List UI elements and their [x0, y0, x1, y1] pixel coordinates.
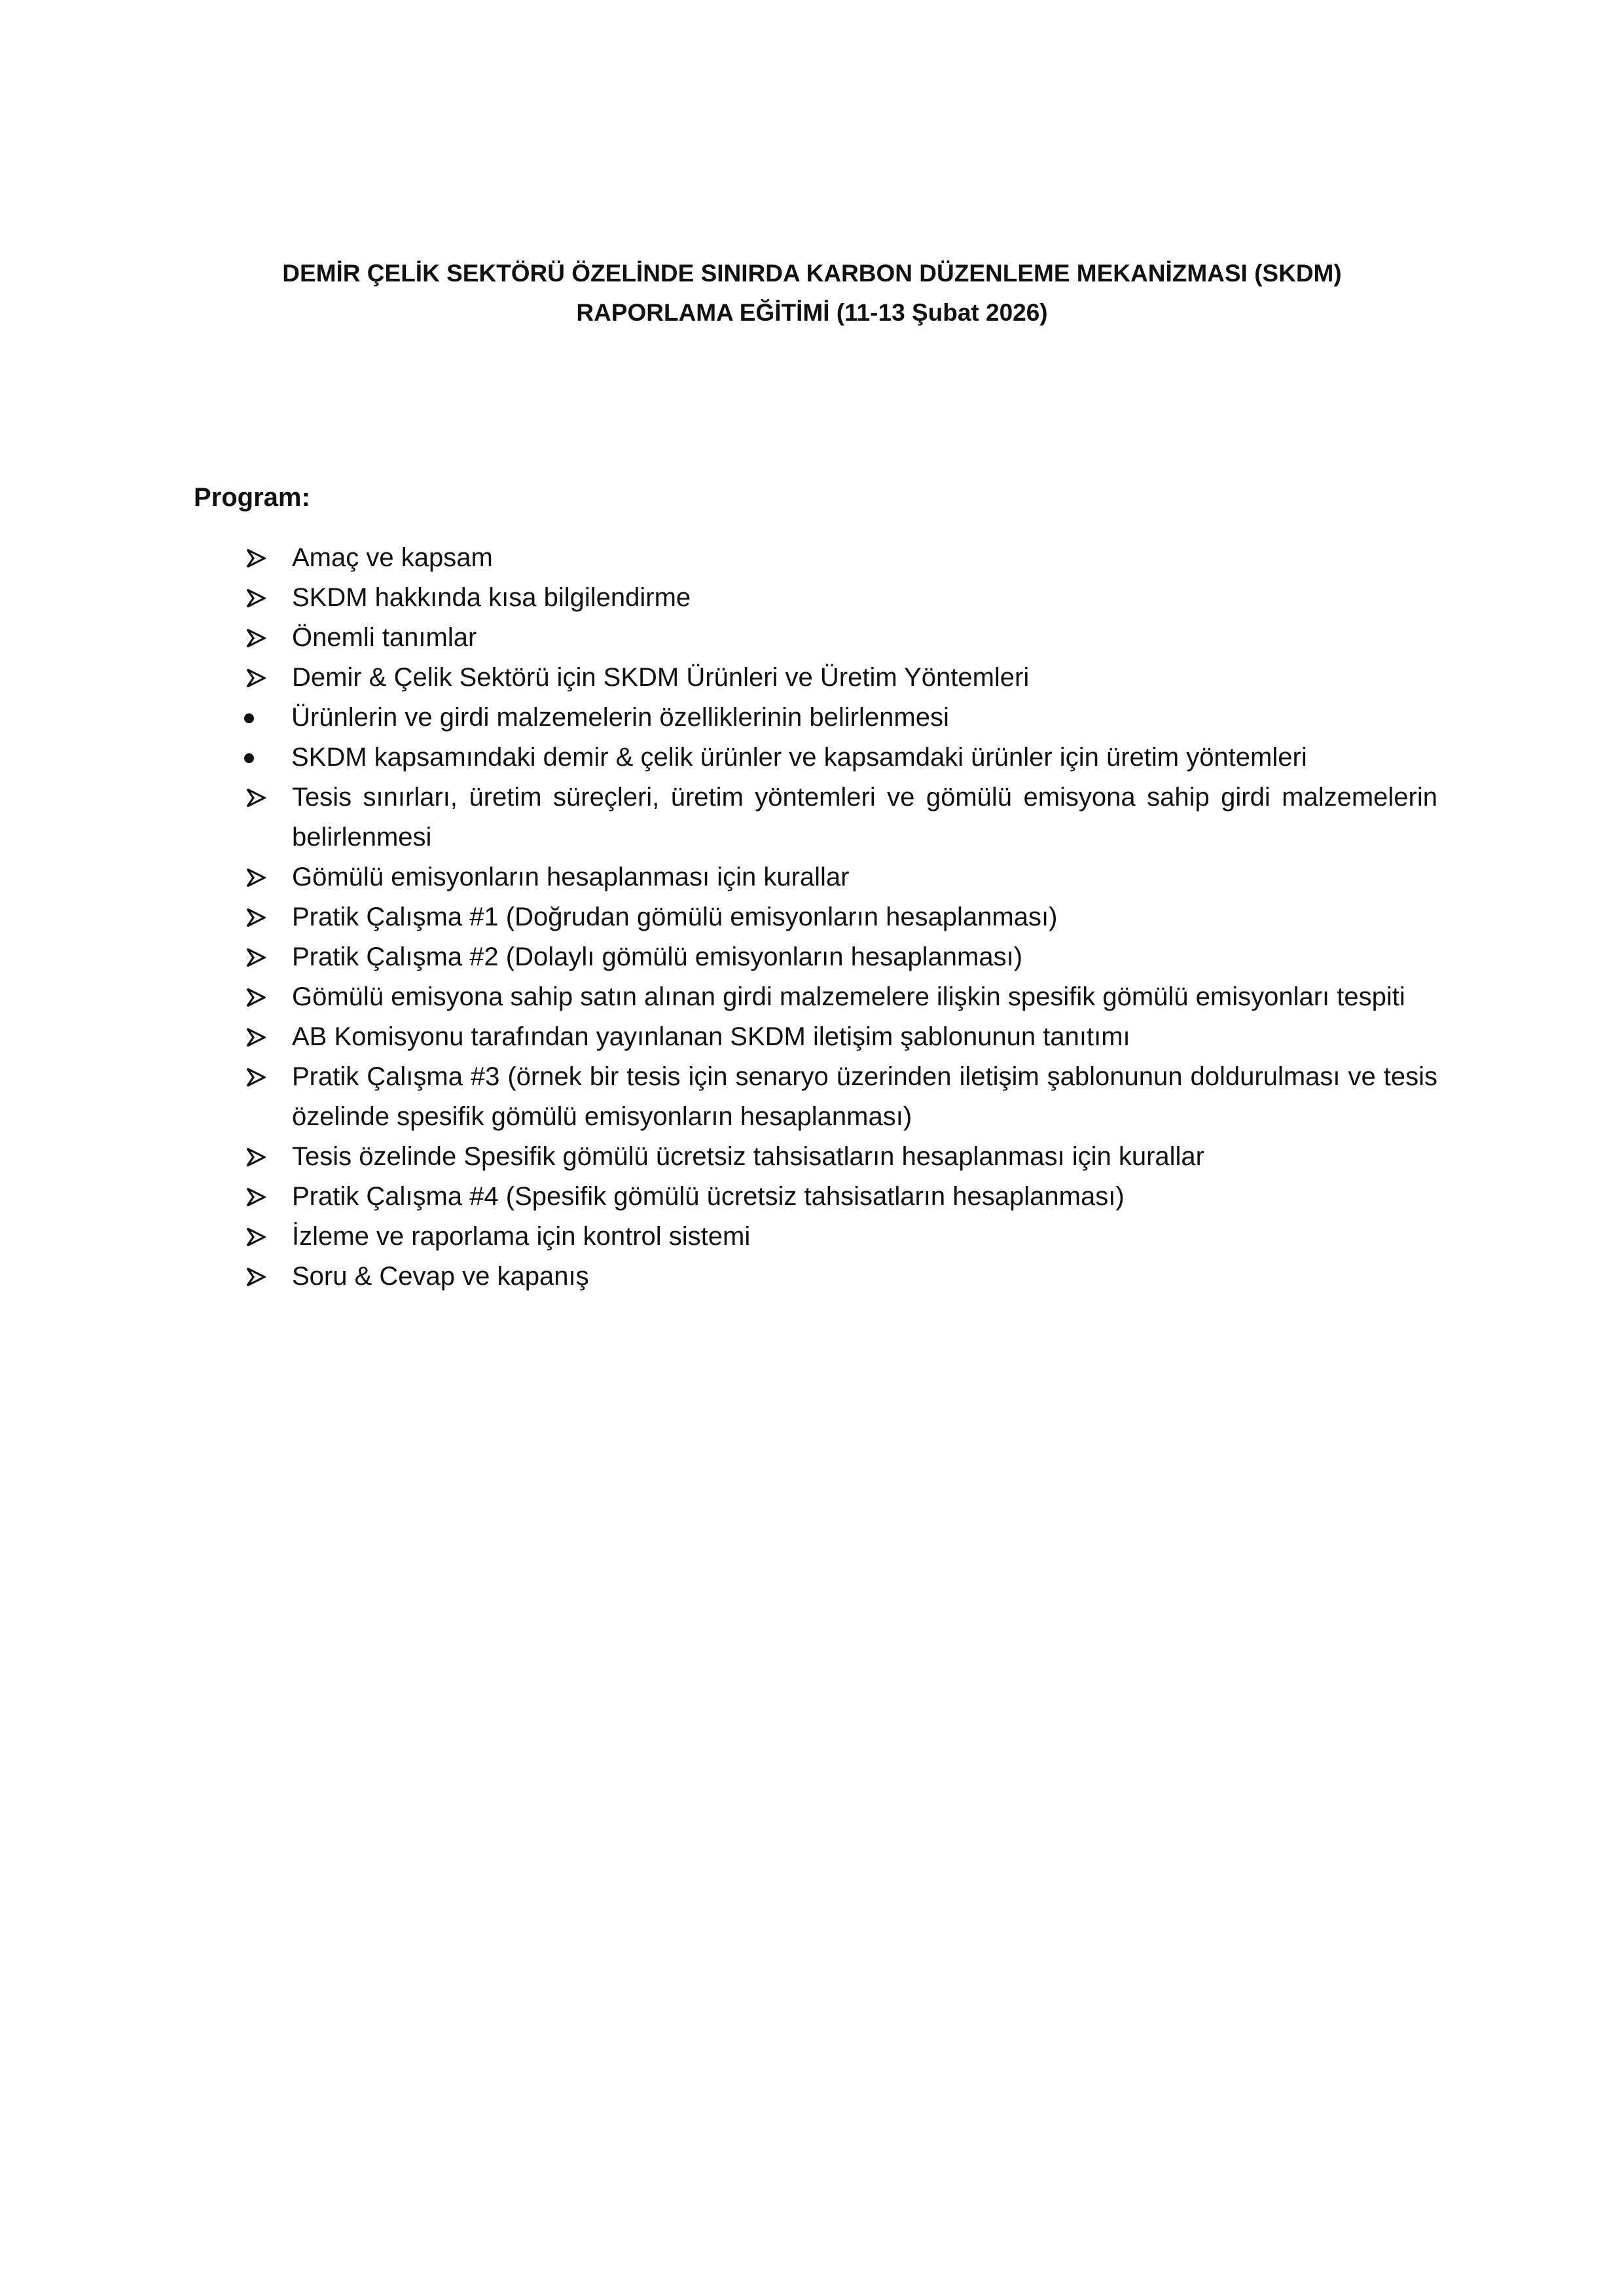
program-item-text: Pratik Çalışma #3 (örnek bir tesis için senaryo üzerinden iletişim şablonunun doldurulması ve tesis özelinde spesifik gömülü emisyonların hesaplanması)	[292, 1062, 1437, 1131]
program-item	[194, 1257, 1437, 1297]
program-heading: Program:	[194, 483, 310, 512]
round-bullet-icon	[244, 753, 254, 763]
program-item	[194, 1217, 1437, 1257]
title-line-1: DEMİR ÇELİK SEKTÖRÜ ÖZELİNDE SINIRDA KARBON DÜZENLEME MEKANİZMASI (SKDM)	[282, 260, 1342, 287]
program-item	[194, 977, 1437, 1017]
program-item	[194, 897, 1437, 937]
program-subitem	[291, 698, 1437, 738]
program-subitem	[291, 738, 1437, 778]
program-item-text: Önemli tanımlar	[292, 623, 477, 652]
arrowhead-bullet-icon	[246, 618, 268, 658]
arrowhead-bullet-icon	[246, 937, 268, 977]
program-item-text: Demir & Çelik Sektörü için SKDM Ürünleri ve Üretim Yöntemleri	[292, 663, 1030, 692]
program-item	[194, 1137, 1437, 1177]
program-item-text: Tesis sınırları, üretim süreçleri, üretim yöntemleri ve gömülü emisyona sahip girdi malzemelerin belirlenmesi	[292, 783, 1437, 852]
program-item-text: Tesis özelinde Spesifik gömülü ücretsiz tahsisatların hesaplanması için kurallar	[292, 1142, 1204, 1171]
arrowhead-bullet-icon	[246, 578, 268, 618]
program-item	[194, 1017, 1437, 1057]
program-item-text: Pratik Çalışma #2 (Dolaylı gömülü emisyonların hesaplanması)	[292, 942, 1023, 971]
program-item	[194, 778, 1437, 857]
program-item	[194, 578, 1437, 618]
program-item	[194, 538, 1437, 578]
program-item	[194, 937, 1437, 977]
program-item-text: SKDM hakkında kısa bilgilendirme	[292, 583, 691, 612]
arrowhead-bullet-icon	[246, 538, 268, 578]
arrowhead-bullet-icon	[246, 1017, 268, 1057]
program-item	[194, 618, 1437, 658]
program-item	[194, 658, 1437, 778]
arrowhead-bullet-icon	[246, 1177, 268, 1217]
title-line-2: RAPORLAMA EĞİTİMİ (11-13 Şubat 2026)	[576, 299, 1048, 326]
program-item-text: Gömülü emisyonların hesaplanması için kurallar	[292, 863, 850, 891]
arrowhead-bullet-icon	[246, 1057, 268, 1097]
program-item	[194, 857, 1437, 897]
arrowhead-bullet-icon	[246, 857, 268, 897]
program-item-text: İzleme ve raporlama için kontrol sistemi	[292, 1222, 751, 1251]
document-title	[0, 254, 1624, 332]
program-subitem-text: SKDM kapsamındaki demir & çelik ürünler ve kapsamdaki ürünler için üretim yöntemleri	[291, 743, 1307, 772]
program-item-text: AB Komisyonu tarafından yayınlanan SKDM iletişim şablonunun tanıtımı	[292, 1022, 1130, 1051]
round-bullet-icon	[244, 713, 254, 723]
program-list	[194, 538, 1437, 1297]
arrowhead-bullet-icon	[246, 897, 268, 937]
program-item	[194, 1177, 1437, 1217]
program-item-text: Pratik Çalışma #1 (Doğrudan gömülü emisyonların hesaplanması)	[292, 903, 1058, 931]
program-item-text: Pratik Çalışma #4 (Spesifik gömülü ücretsiz tahsisatların hesaplanması)	[292, 1182, 1125, 1211]
program-sublist	[194, 698, 1437, 778]
arrowhead-bullet-icon	[246, 1217, 268, 1257]
arrowhead-bullet-icon	[246, 1137, 268, 1177]
program-item-text: Amaç ve kapsam	[292, 543, 493, 572]
program-item	[194, 1057, 1437, 1137]
arrowhead-bullet-icon	[246, 778, 268, 817]
program-item-text: Soru & Cevap ve kapanış	[292, 1262, 589, 1291]
arrowhead-bullet-icon	[246, 977, 268, 1017]
program-subitem-text: Ürünlerin ve girdi malzemelerin özelliklerinin belirlenmesi	[291, 703, 949, 732]
arrowhead-bullet-icon	[246, 1257, 268, 1297]
arrowhead-bullet-icon	[246, 658, 268, 698]
program-item-text: Gömülü emisyona sahip satın alınan girdi malzemelere ilişkin spesifik gömülü emisyonları tespiti	[292, 982, 1405, 1011]
